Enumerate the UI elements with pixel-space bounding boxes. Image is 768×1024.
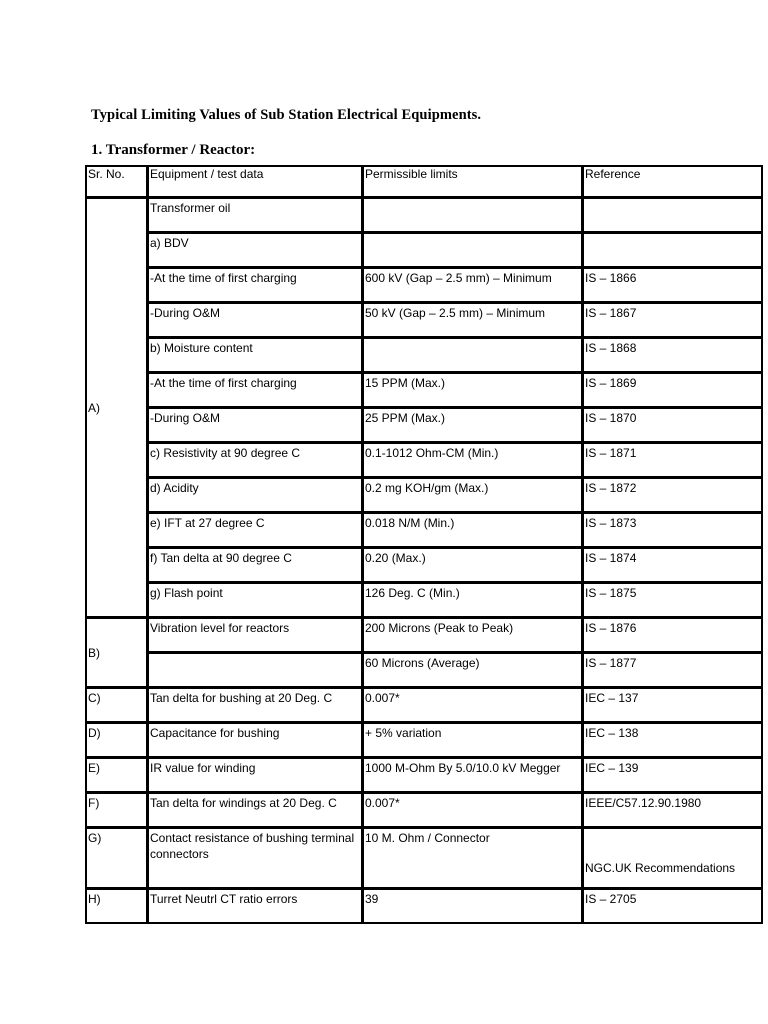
reference-cell: IS – 1872 xyxy=(583,478,763,513)
limits-cell: + 5% variation xyxy=(363,723,583,758)
sr-no-cell: C) xyxy=(86,688,148,723)
sr-no-cell: F) xyxy=(86,793,148,828)
limits-cell: 0.20 (Max.) xyxy=(363,548,583,583)
limits-cell xyxy=(363,233,583,268)
sr-no-cell: E) xyxy=(86,758,148,793)
reference-cell: NGC.UK Recommendations xyxy=(583,828,763,889)
limits-cell: 0.1-1012 Ohm-CM (Min.) xyxy=(363,443,583,478)
table-row xyxy=(86,408,763,443)
reference-cell: IS – 1875 xyxy=(583,583,763,618)
equipment-cell: Turret Neutrl CT ratio errors xyxy=(148,889,363,924)
table-header-row xyxy=(86,166,763,198)
limits-cell: 1000 M-Ohm By 5.0/10.0 kV Megger xyxy=(363,758,583,793)
sr-no-cell: D) xyxy=(86,723,148,758)
limits-cell: 126 Deg. C (Min.) xyxy=(363,583,583,618)
table-row xyxy=(86,198,763,233)
reference-cell: IS – 1876 xyxy=(583,618,763,653)
reference-cell: IS – 1877 xyxy=(583,653,763,688)
equipment-cell: g) Flash point xyxy=(148,583,363,618)
limits-cell: 0.2 mg KOH/gm (Max.) xyxy=(363,478,583,513)
table-row xyxy=(86,793,763,828)
reference-cell: IS – 1869 xyxy=(583,373,763,408)
reference-cell: IS – 1867 xyxy=(583,303,763,338)
equipment-cell: b) Moisture content xyxy=(148,338,363,373)
equipment-cell: d) Acidity xyxy=(148,478,363,513)
header-permissible-limits: Permissible limits xyxy=(363,166,583,198)
equipment-cell: f) Tan delta at 90 degree C xyxy=(148,548,363,583)
equipment-cell: Tan delta for bushing at 20 Deg. C xyxy=(148,688,363,723)
limits-cell: 600 kV (Gap – 2.5 mm) – Minimum xyxy=(363,268,583,303)
limits-cell xyxy=(363,338,583,373)
table-row xyxy=(86,889,763,924)
limits-cell: 0.018 N/M (Min.) xyxy=(363,513,583,548)
reference-cell: IS – 1871 xyxy=(583,443,763,478)
header-sr-no: Sr. No. xyxy=(86,166,148,198)
table-row xyxy=(86,583,763,618)
table-row xyxy=(86,653,763,688)
section-heading: 1. Transformer / Reactor: xyxy=(91,142,256,158)
header-equipment: Equipment / test data xyxy=(148,166,363,198)
limits-cell: 10 M. Ohm / Connector xyxy=(363,828,583,889)
table-row xyxy=(86,478,763,513)
limits-table xyxy=(85,165,763,924)
sr-no-cell: H) xyxy=(86,889,148,924)
reference-cell: IEC – 139 xyxy=(583,758,763,793)
equipment-cell: Tan delta for windings at 20 Deg. C xyxy=(148,793,363,828)
limits-cell: 39 xyxy=(363,889,583,924)
reference-cell: IS – 1870 xyxy=(583,408,763,443)
reference-cell: IS – 2705 xyxy=(583,889,763,924)
equipment-cell: e) IFT at 27 degree C xyxy=(148,513,363,548)
document-title: Typical Limiting Values of Sub Station Electrical Equipments. xyxy=(91,107,482,123)
equipment-cell: IR value for winding xyxy=(148,758,363,793)
table-row xyxy=(86,723,763,758)
equipment-cell: Transformer oil xyxy=(148,198,363,233)
limits-cell: 25 PPM (Max.) xyxy=(363,408,583,443)
sr-no-group-b: B) xyxy=(86,618,148,688)
reference-cell: IS – 1873 xyxy=(583,513,763,548)
table-row xyxy=(86,758,763,793)
equipment-cell: -At the time of first charging xyxy=(148,373,363,408)
reference-cell: IS – 1874 xyxy=(583,548,763,583)
limits-cell: 50 kV (Gap – 2.5 mm) – Minimum xyxy=(363,303,583,338)
limits-cell: 15 PPM (Max.) xyxy=(363,373,583,408)
reference-cell: IS – 1868 xyxy=(583,338,763,373)
table-row xyxy=(86,268,763,303)
sr-no-cell: G) xyxy=(86,828,148,889)
equipment-cell: Contact resistance of bushing terminal connectors xyxy=(148,828,363,889)
table-row xyxy=(86,548,763,583)
table-row xyxy=(86,513,763,548)
equipment-cell: -During O&M xyxy=(148,303,363,338)
table-row xyxy=(86,303,763,338)
limits-cell: 60 Microns (Average) xyxy=(363,653,583,688)
equipment-cell: c) Resistivity at 90 degree C xyxy=(148,443,363,478)
equipment-cell: Vibration level for reactors xyxy=(148,618,363,653)
reference-cell: IS – 1866 xyxy=(583,268,763,303)
equipment-cell: -During O&M xyxy=(148,408,363,443)
reference-cell xyxy=(583,198,763,233)
limits-cell: 0.007* xyxy=(363,688,583,723)
table-row xyxy=(86,233,763,268)
limits-cell: 0.007* xyxy=(363,793,583,828)
table-row xyxy=(86,688,763,723)
table-row xyxy=(86,373,763,408)
reference-cell: IEC – 138 xyxy=(583,723,763,758)
limits-cell xyxy=(363,198,583,233)
table-row xyxy=(86,828,763,889)
table-row xyxy=(86,338,763,373)
table-row xyxy=(86,443,763,478)
sr-no-group-a: A) xyxy=(86,198,148,618)
reference-cell: IEC – 137 xyxy=(583,688,763,723)
header-reference: Reference xyxy=(583,166,763,198)
equipment-cell: Capacitance for bushing xyxy=(148,723,363,758)
table-row xyxy=(86,618,763,653)
equipment-cell: a) BDV xyxy=(148,233,363,268)
limits-cell: 200 Microns (Peak to Peak) xyxy=(363,618,583,653)
reference-cell xyxy=(583,233,763,268)
reference-cell: IEEE/C57.12.90.1980 xyxy=(583,793,763,828)
equipment-cell: -At the time of first charging xyxy=(148,268,363,303)
equipment-cell xyxy=(148,653,363,688)
